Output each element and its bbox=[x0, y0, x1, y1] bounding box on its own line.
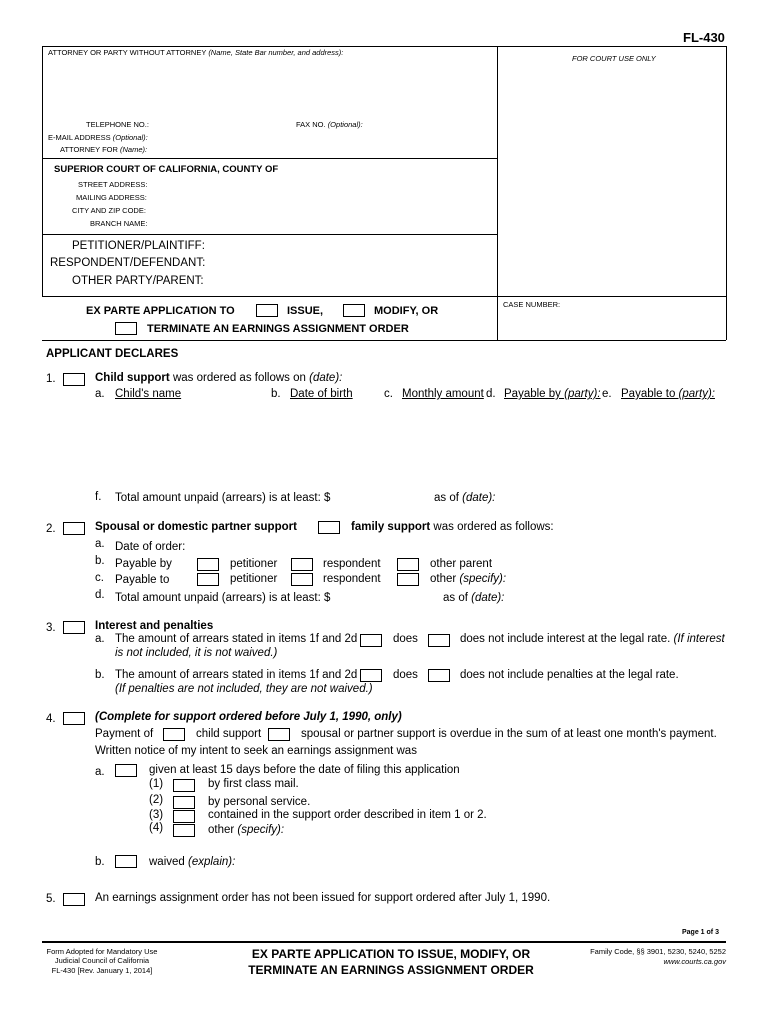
item1-number: 1. bbox=[46, 373, 56, 385]
courts-url[interactable]: www.courts.ca.gov bbox=[663, 957, 726, 966]
item2-a-label: a. bbox=[95, 538, 105, 550]
interest-does-label: does bbox=[393, 633, 418, 645]
city-zip-label: CITY AND ZIP CODE: bbox=[72, 206, 146, 215]
item2-number: 2. bbox=[46, 523, 56, 535]
header-left-line bbox=[42, 46, 43, 297]
title-top-line bbox=[42, 296, 726, 297]
mailing-address-label: MAILING ADDRESS: bbox=[76, 193, 147, 202]
item5-number: 5. bbox=[46, 893, 56, 905]
terminate-label: TERMINATE AN EARNINGS ASSIGNMENT ORDER bbox=[147, 323, 409, 335]
case-number-label: CASE NUMBER: bbox=[503, 300, 561, 309]
title-bottom-line bbox=[42, 340, 726, 341]
interest-note: is not included, it is not waived.) bbox=[115, 647, 278, 659]
header-top-line bbox=[42, 46, 726, 47]
payable-by-other-parent-checkbox[interactable] bbox=[397, 558, 419, 571]
parties-top-line bbox=[42, 234, 497, 235]
support-order-checkbox[interactable] bbox=[173, 810, 195, 823]
notice-waived-checkbox[interactable] bbox=[115, 855, 137, 868]
adopted-line1: Form Adopted for Mandatory Use bbox=[46, 947, 158, 956]
pre-1990-label: (Complete for support ordered before July 1, 1990, only) bbox=[95, 711, 402, 723]
item3-a-text: The amount of arrears stated in items 1f and 2d bbox=[115, 633, 358, 645]
family-support-label: family support was ordered as follows: bbox=[351, 521, 554, 533]
payable-to-other-checkbox[interactable] bbox=[397, 573, 419, 586]
item2-d-label: d. bbox=[95, 589, 105, 601]
footer-line bbox=[42, 941, 726, 943]
court-use-label: FOR COURT USE ONLY bbox=[572, 54, 656, 63]
fax-label: FAX NO. (Optional): bbox=[296, 120, 363, 129]
item2-as-of: as of (date): bbox=[443, 592, 505, 604]
penalties-does-checkbox[interactable] bbox=[360, 669, 382, 682]
footer-title-line2: TERMINATE AN EARNINGS ASSIGNMENT ORDER bbox=[248, 963, 534, 977]
family-support-checkbox[interactable] bbox=[318, 521, 340, 534]
street-address-label: STREET ADDRESS: bbox=[78, 180, 148, 189]
interest-penalties-checkbox[interactable] bbox=[63, 621, 85, 634]
item3-b-text: The amount of arrears stated in items 1f and 2d bbox=[115, 669, 358, 681]
penalties-does-not-label: does not include penalties at the legal rate. bbox=[460, 669, 679, 681]
court-top-line bbox=[42, 158, 497, 159]
terminate-checkbox[interactable] bbox=[115, 322, 137, 335]
sub2-number: (2) bbox=[149, 794, 164, 806]
penalties-does-label: does bbox=[393, 669, 418, 681]
item2-c-label: c. bbox=[95, 572, 104, 584]
item2-b-label: b. bbox=[95, 555, 105, 567]
personal-service-checkbox[interactable] bbox=[173, 796, 195, 809]
item4-b-label: b. bbox=[95, 856, 105, 868]
written-notice-label: Written notice of my intent to seek an earnings assignment was bbox=[95, 745, 417, 757]
item1-arrears: Total amount unpaid (arrears) is at least: $ bbox=[115, 492, 331, 504]
interest-does-not-label: does not include interest at the legal rate. (If interest bbox=[460, 633, 725, 645]
adopted-line3: FL-430 [Rev. January 1, 2014] bbox=[51, 966, 153, 975]
item1-text: Child support was ordered as follows on (date): bbox=[95, 372, 343, 384]
modify-checkbox[interactable] bbox=[343, 304, 365, 317]
payable-by-respondent-checkbox[interactable] bbox=[291, 558, 313, 571]
child-support-checkbox[interactable] bbox=[63, 373, 85, 386]
form-number: FL-430 bbox=[683, 30, 725, 45]
court-title: SUPERIOR COURT OF CALIFORNIA, COUNTY OF bbox=[54, 164, 279, 175]
adopted-line2: Judicial Council of California bbox=[54, 956, 150, 965]
payable-to-petitioner-checkbox[interactable] bbox=[197, 573, 219, 586]
notice-waived-label: waived (explain): bbox=[149, 856, 236, 868]
overdue-child-support-label: child support bbox=[196, 728, 262, 740]
email-label: E-MAIL ADDRESS (Optional): bbox=[48, 133, 148, 142]
issue-checkbox[interactable] bbox=[256, 304, 278, 317]
overdue-child-support-checkbox[interactable] bbox=[163, 728, 185, 741]
attorney-for-label: ATTORNEY FOR (Name): bbox=[60, 145, 148, 154]
col-e-label: e. bbox=[602, 388, 612, 400]
interest-penalties-label: Interest and penalties bbox=[95, 620, 214, 632]
page-number: Page 1 of 3 bbox=[682, 929, 719, 936]
support-order-label: contained in the support order described in item 1 or 2. bbox=[208, 809, 487, 821]
payable-by-other-parent-label: other parent bbox=[430, 558, 493, 570]
notice-other-checkbox[interactable] bbox=[173, 824, 195, 837]
item1-as-of: as of (date): bbox=[434, 492, 496, 504]
spousal-support-checkbox[interactable] bbox=[63, 522, 85, 535]
item3-a-label: a. bbox=[95, 633, 105, 645]
col-b-label: b. bbox=[271, 388, 281, 400]
col-date-of-birth: Date of birth bbox=[290, 388, 353, 400]
col-monthly-amount: Monthly amount bbox=[402, 388, 484, 400]
notice-other-label: other (specify): bbox=[208, 824, 285, 836]
attorney-label: ATTORNEY OR PARTY WITHOUT ATTORNEY (Name, State Bar number, and address): bbox=[48, 48, 344, 57]
title-line1: EX PARTE APPLICATION TO bbox=[86, 305, 235, 317]
other-party-label: OTHER PARTY/PARENT: bbox=[72, 275, 204, 287]
col-d-label: d. bbox=[486, 388, 496, 400]
item4-a-label: a. bbox=[95, 766, 105, 778]
col-childs-name: Child's name bbox=[115, 388, 182, 400]
family-code-ref: Family Code, §§ 3901, 5230, 5240, 5252 bbox=[590, 947, 726, 956]
payable-by-label: Payable by bbox=[115, 558, 172, 570]
applicant-declares-heading: APPLICANT DECLARES bbox=[46, 348, 179, 360]
notice-given-checkbox[interactable] bbox=[115, 764, 137, 777]
spousal-support-label: Spousal or domestic partner support bbox=[95, 521, 297, 533]
col-a-label: a. bbox=[95, 388, 105, 400]
payable-to-label: Payable to bbox=[115, 574, 170, 586]
petitioner-label: PETITIONER/PLAINTIFF: bbox=[72, 240, 205, 252]
item4-number: 4. bbox=[46, 713, 56, 725]
first-class-mail-checkbox[interactable] bbox=[173, 779, 195, 792]
col-payable-by: Payable by (party): bbox=[504, 388, 601, 400]
payable-by-petitioner-checkbox[interactable] bbox=[197, 558, 219, 571]
col-payable-to: Payable to (party): bbox=[621, 388, 715, 400]
payment-of-label: Payment of bbox=[95, 728, 154, 740]
date-of-order: Date of order: bbox=[115, 541, 186, 553]
header-right-line bbox=[726, 46, 727, 340]
footer-title-line1: EX PARTE APPLICATION TO ISSUE, MODIFY, OR bbox=[251, 947, 531, 961]
sub1-number: (1) bbox=[149, 778, 164, 790]
first-class-mail-label: by first class mail. bbox=[208, 778, 299, 790]
payable-to-respondent-label: respondent bbox=[323, 573, 381, 585]
payable-by-petitioner-label: petitioner bbox=[230, 558, 278, 570]
pre-1990-checkbox[interactable] bbox=[63, 712, 85, 725]
overdue-spousal-support-label: spousal or partner support is overdue in the sum of at least one month's payment. bbox=[301, 728, 717, 740]
item1-f-label: f. bbox=[95, 491, 102, 503]
sub3-number: (3) bbox=[149, 809, 164, 821]
item3-b-label: b. bbox=[95, 669, 105, 681]
notice-given-label: given at least 15 days before the date of filing this application bbox=[149, 764, 460, 776]
sub4-number: (4) bbox=[149, 822, 164, 834]
telephone-label: TELEPHONE NO.: bbox=[86, 120, 149, 129]
item2-arrears: Total amount unpaid (arrears) is at least: $ bbox=[115, 592, 331, 604]
no-earnings-order-checkbox[interactable] bbox=[63, 893, 85, 906]
interest-does-not-checkbox[interactable] bbox=[428, 634, 450, 647]
no-earnings-order-label: An earnings assignment order has not been issued for support ordered after July 1, 1990. bbox=[95, 892, 551, 904]
penalties-note: (If penalties are not included, they are not waived.) bbox=[115, 683, 373, 695]
penalties-does-not-checkbox[interactable] bbox=[428, 669, 450, 682]
item3-number: 3. bbox=[46, 622, 56, 634]
respondent-label: RESPONDENT/DEFENDANT: bbox=[50, 257, 206, 269]
personal-service-label: by personal service. bbox=[208, 796, 311, 808]
overdue-spousal-support-checkbox[interactable] bbox=[268, 728, 290, 741]
modify-label: MODIFY, OR bbox=[374, 305, 439, 317]
payable-by-respondent-label: respondent bbox=[323, 558, 381, 570]
interest-does-checkbox[interactable] bbox=[360, 634, 382, 647]
issue-label: ISSUE, bbox=[287, 305, 324, 317]
branch-name-label: BRANCH NAME: bbox=[90, 219, 148, 228]
payable-to-petitioner-label: petitioner bbox=[230, 573, 278, 585]
payable-to-other-label: other (specify): bbox=[430, 573, 507, 585]
payable-to-respondent-checkbox[interactable] bbox=[291, 573, 313, 586]
col-c-label: c. bbox=[384, 388, 393, 400]
